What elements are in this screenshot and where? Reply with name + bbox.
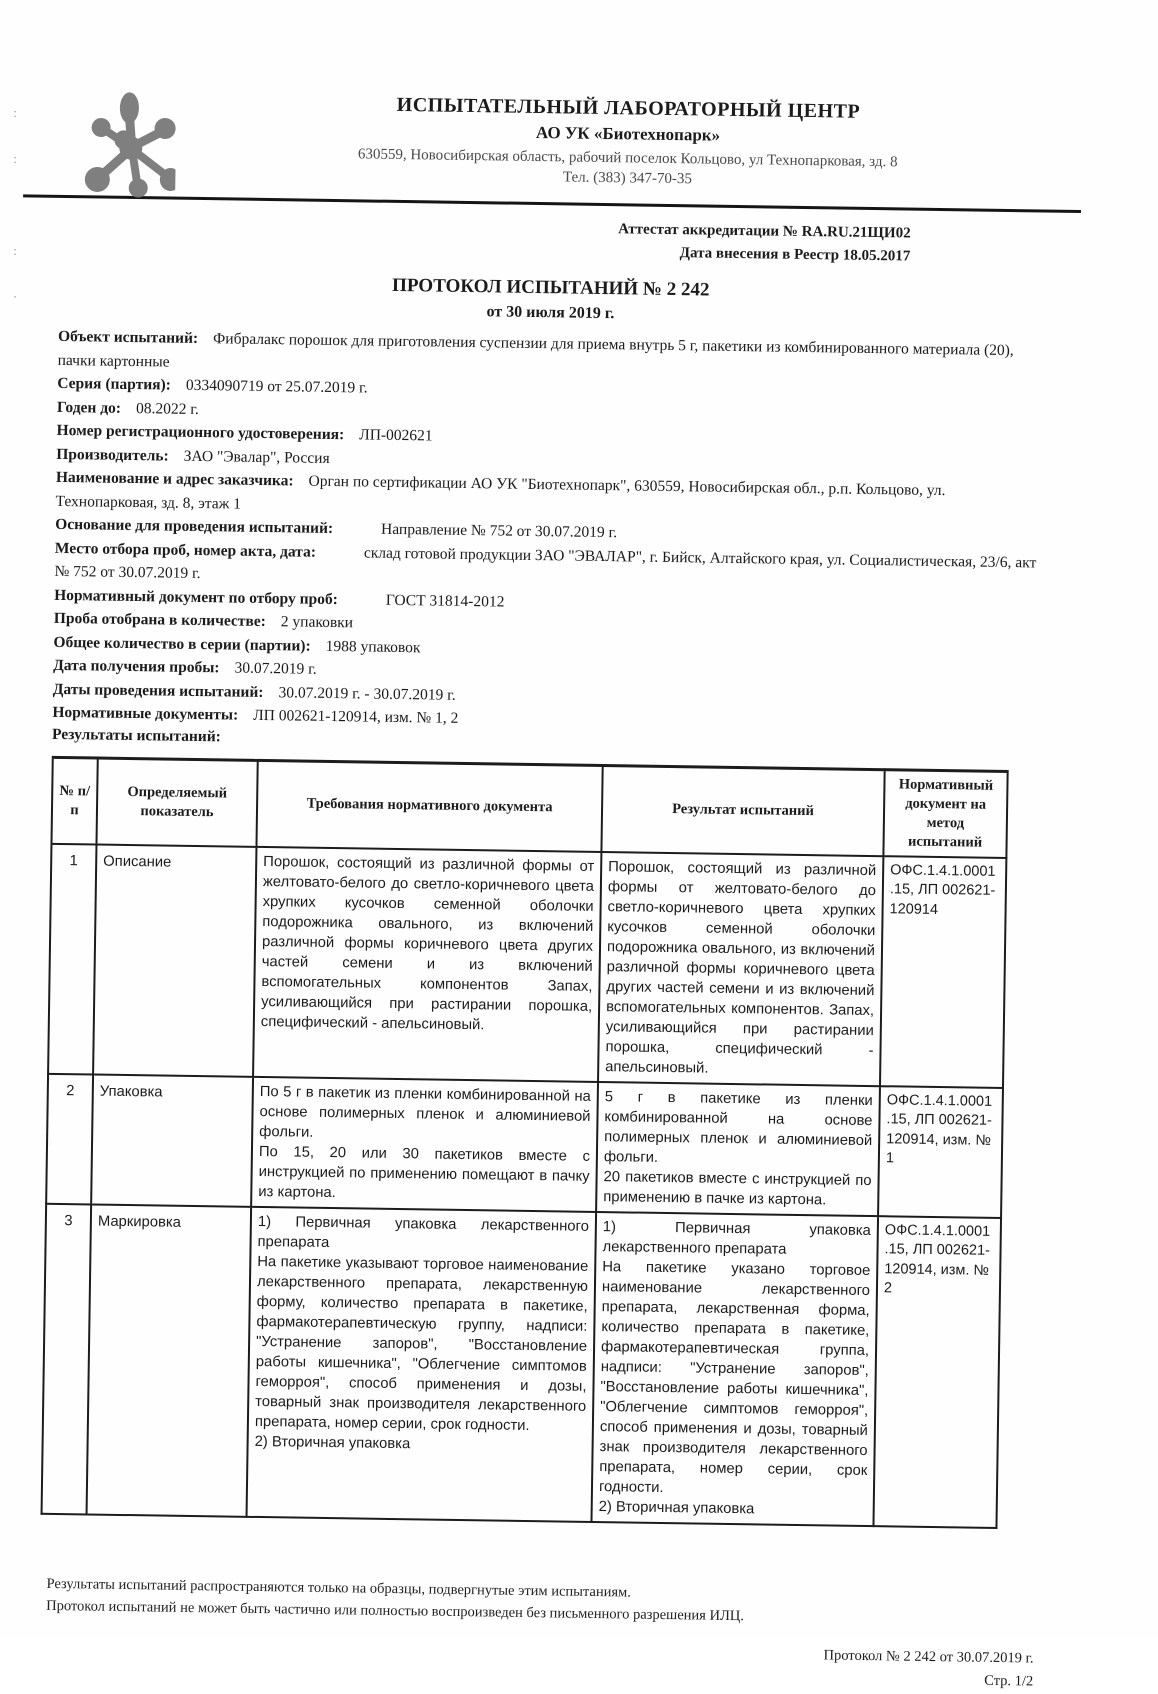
field-label: Годен до: bbox=[56, 398, 122, 417]
footer-note-reproduction: Протокол испытаний не может быть частично или полностью воспроизведен без письменного разрешения ИЛЦ. bbox=[46, 1597, 745, 1624]
title-block bbox=[0, 269, 1106, 330]
row-result: 1) Первичная упаковка лекарственного препарата На пакетике указано торговое наименование лекарственного препарата, лекарственная форма, количество препарата в пакетике, фармакотерапевтическая группа, надписи: "Устранение запоров", "Восстановление работы кишечника", "Облегчение симптомов геморроя", способ применения и дозы, товарный знак производителя лекарственного препарата, номер серии, срок годности. 2) Вторичная упаковка bbox=[591, 1211, 878, 1525]
field-value: Направление № 752 от 30.07.2019 г. bbox=[380, 520, 618, 542]
field-value: склад готовой продукции ЗАО "ЭВАЛАР", г. Бийск, Алтайского края, ул. Социалистическая, 23/6, акт № 752 от 30.07.2019 г. bbox=[54, 543, 1037, 583]
scan-artifacts: : : : · bbox=[12, 105, 18, 304]
row-result: 5 г в пакетике из пленки комбинированной на основе полимерных пленок и алюминиевой фольги. 20 пакетиков вместе с инструкцией по применению в пачке из картона. bbox=[596, 1081, 880, 1215]
field-label: Нормативный документ по отбору проб: bbox=[54, 586, 338, 608]
org-subname: АО УК «Биотехнопарк» bbox=[535, 122, 721, 145]
field-value: ЛП-002621 bbox=[359, 426, 433, 445]
footer-note-scope: Результаты испытаний распространяются только на образцы, подвергнутые этим испытаниям. bbox=[46, 1575, 632, 1601]
accreditation-number: Аттестат аккредитации № RA.RU.21ЩИ02 bbox=[618, 221, 911, 242]
protocol-fields bbox=[52, 325, 1043, 739]
field-value: ГОСТ 31814-2012 bbox=[385, 591, 505, 611]
row-number: 3 bbox=[42, 1203, 92, 1514]
accreditation-block bbox=[0, 209, 1107, 271]
document-date: от 30 июля 2019 г. bbox=[486, 303, 615, 323]
field-label: Общее количество в серии (партии): bbox=[53, 633, 311, 655]
org-phone: Тел. (383) 347-70-35 bbox=[562, 169, 693, 188]
field-value: ЗАО "Эвалар", Россия bbox=[183, 447, 330, 467]
row-indicator: Упаковка bbox=[91, 1074, 253, 1206]
row-requirement: По 5 г в пакетик из пленки комбинированной на основе полимерных пленок и алюминиевой фольги. По 15, 20 или 30 пакетиков вместе с инструкцией по применению помещают в пачку из картона. bbox=[251, 1076, 598, 1211]
results-section-label: Результаты испытаний: bbox=[51, 725, 222, 745]
col-header-requirement: Требования нормативного документа bbox=[256, 760, 602, 852]
col-header-result: Результат испытаний bbox=[601, 765, 884, 856]
row-result: Порошок, состоящий из различной формы от желтовато-белого до светло-коричневого цвета хрупких кусочков семенной оболочки подорожника овального, из включений различной формы коричневого цвета других частей семени и из включений вспомогательных компонентов. Запах, усиливающийся при растирании порошка, специфический - апельсиновый. bbox=[598, 852, 883, 1086]
row-requirement: 1) Первичная упаковка лекарственного препарата На пакетике указывают торговое наименование лекарственного препарата, лекарственную форму, количество препарата в пакетике, фармакотерапевтическую группу, надписи: "Устранение запоров", "Восстановление работы кишечника", "Облегчение симптомов геморроя", способ применения и дозы, товарный знак производителя лекарственного препарата, номер серии, срок годности. 2) Вторичная упаковка bbox=[247, 1206, 597, 1521]
field-label: Дата получения пробы: bbox=[53, 656, 220, 677]
row-number: 1 bbox=[48, 843, 96, 1074]
field-label: Производитель: bbox=[56, 445, 169, 465]
header-divider bbox=[23, 194, 1081, 213]
document-title: ПРОТОКОЛ ИСПЫТАНИЙ № 2 242 bbox=[391, 274, 710, 301]
field-label: Даты проведения испытаний: bbox=[52, 680, 264, 701]
results-table bbox=[41, 755, 1009, 1528]
table-header-row bbox=[51, 757, 1007, 858]
page-number: Стр. 1/2 bbox=[984, 1672, 1034, 1690]
col-header-indicator: Определяемый показатель bbox=[96, 758, 257, 847]
col-header-method: Нормативный документ на метод испытаний bbox=[883, 769, 1007, 857]
field-value: 08.2022 г. bbox=[135, 399, 199, 418]
table-row bbox=[48, 843, 1006, 1087]
col-header-number: № п/п bbox=[51, 757, 97, 844]
field-value: 1988 упаковок bbox=[325, 637, 421, 656]
org-address: 630559, Новосибирская область, рабочий поселок Кольцово, ул Технопарковая, зд. 8 bbox=[357, 146, 898, 171]
footer-references bbox=[0, 1631, 1086, 1693]
field-label: Наименование и адрес заказчика: bbox=[55, 468, 294, 490]
row-method: ОФС.1.4.1.0001.15, ЛП 002621-120914 bbox=[880, 856, 1006, 1088]
registry-date: Дата внесения в Реестр 18.05.2017 bbox=[679, 245, 911, 265]
row-method: ОФС.1.4.1.0001.15, ЛП 002621-120914, изм. № 2 bbox=[873, 1216, 1001, 1528]
field-label: Место отбора проб, номер акта, дата: bbox=[54, 539, 317, 561]
molecule-logo-icon bbox=[75, 87, 177, 200]
row-method: ОФС.1.4.1.0001.15, ЛП 002621-120914, изм. № 1 bbox=[878, 1086, 1003, 1218]
field-label: Объект испытаний: bbox=[57, 327, 199, 347]
footer-notes bbox=[46, 1572, 1027, 1631]
field-label: Нормативные документы: bbox=[52, 703, 239, 724]
field-label: Проба отобрана в количестве: bbox=[53, 609, 266, 631]
row-number: 2 bbox=[46, 1073, 93, 1204]
table-row bbox=[42, 1203, 1001, 1527]
field-label: Основание для проведения испытаний: bbox=[55, 515, 334, 537]
field-value: 0334090719 от 25.07.2019 г. bbox=[185, 376, 368, 397]
row-requirement: Порошок, состоящий из различной формы от желтовато-белого до светло-коричневого цвета хрупких кусочков семенной оболочки подорожника овального, из включений различной формы коричневого цвета других частей семени и из включений вспомогательных компонентов Запах, усиливающийся при растирании порошка, специфический - апельсиновый. bbox=[253, 846, 601, 1081]
row-indicator: Описание bbox=[93, 844, 256, 1076]
field-value: 30.07.2019 г. bbox=[234, 659, 317, 678]
field-label: Серия (партия): bbox=[57, 374, 172, 394]
protocol-reference: Протокол № 2 242 от 30.07.2019 г. bbox=[823, 1646, 1034, 1667]
field-label: Номер регистрационного удостоверения: bbox=[56, 421, 345, 444]
field-value: 30.07.2019 г. - 30.07.2019 г. bbox=[278, 683, 456, 704]
row-indicator: Маркировка bbox=[87, 1204, 252, 1516]
field-value: ЛП 002621-120914, изм. № 1, 2 bbox=[253, 706, 459, 727]
letterhead bbox=[0, 88, 1109, 194]
table-row bbox=[46, 1073, 1003, 1217]
field-value: Фибралакс порошок для приготовления суспензии для приема внутрь 5 г, пакетики из комбинированного материала (20), пачки картонные bbox=[57, 330, 1014, 371]
field-value: Орган по сертификации АО УК "Биотехнопарк", 630559, Новосибирская обл., р.п. Кольцово, ул. Технопарковая, зд. 8, этаж 1 bbox=[55, 472, 946, 513]
org-name: ИСПЫТАТЕЛЬНЫЙ ЛАБОРАТОРНЫЙ ЦЕНТР bbox=[396, 93, 861, 123]
field-value: 2 упаковки bbox=[280, 613, 354, 632]
